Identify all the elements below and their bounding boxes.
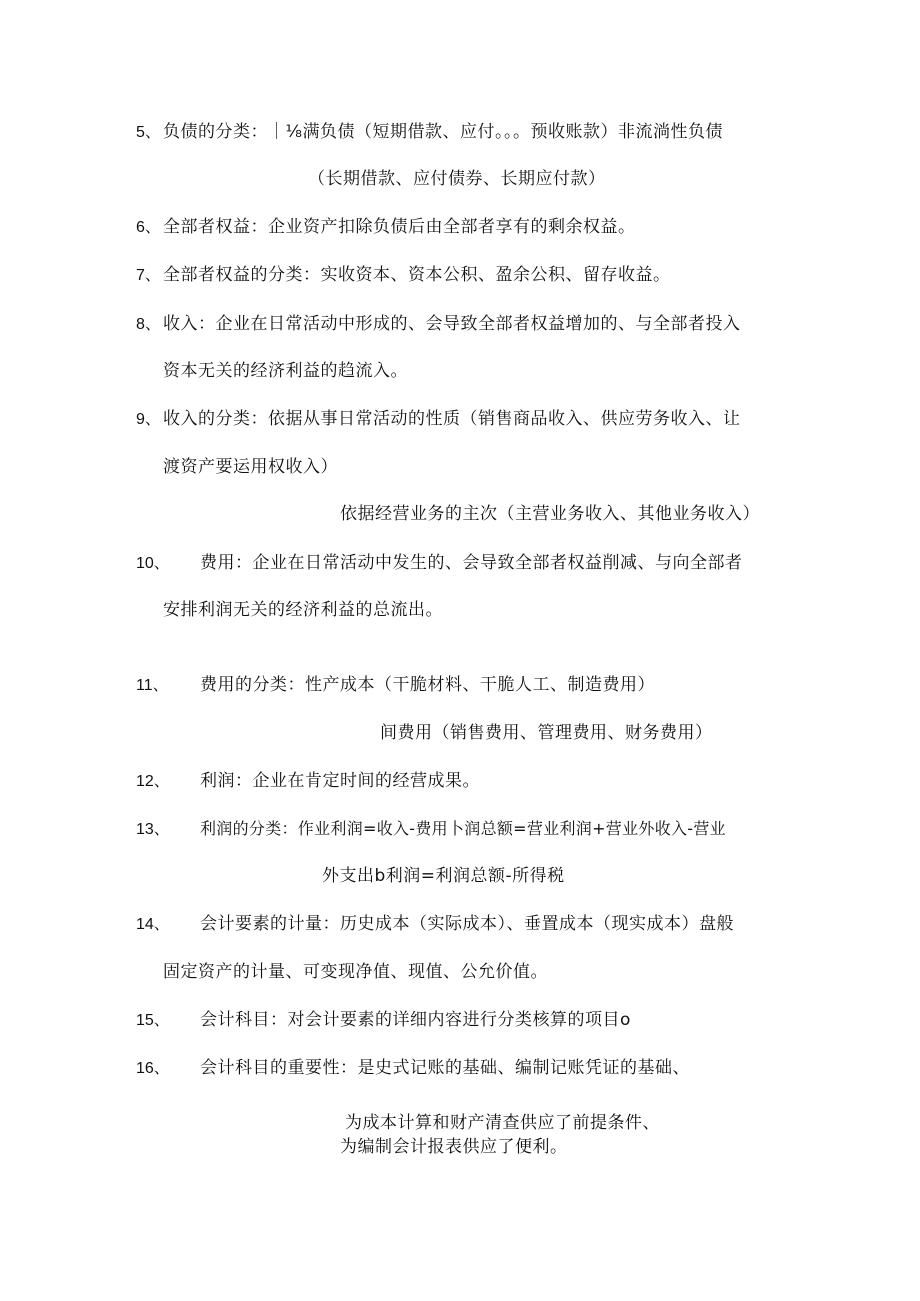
item-text-line: （长期借款、应付债券、长期应付款）: [308, 169, 606, 189]
item-text-line: 安排利润无关的经济利益的总流出。: [163, 600, 443, 620]
item-number: 12、: [136, 773, 170, 790]
item-text-line: 全部者权益：企业资产扣除负债后由全部者享有的剩余权益。: [163, 217, 636, 237]
item-number: 15、: [136, 1012, 170, 1029]
item-text-line: 渡资产要运用权收入）: [163, 457, 338, 477]
item-text-line: 资本无关的经济利益的趋流入。: [163, 361, 408, 381]
item-text-line: 依据经营业务的主次（主营业务收入、其他业务收入）: [340, 504, 760, 524]
item-text-line: 利润的分类：作业利润=收入-费用卜润总额=营业利润+营业外收入-营业: [200, 819, 726, 838]
item-number: 14、: [136, 916, 170, 933]
item-text-line: 收入的分类：依据从事日常活动的性质（销售商品收入、供应劳务收入、让: [163, 409, 741, 429]
item-text-line: 固定资产的计量、可变现净值、现值、公允价值。: [163, 962, 548, 982]
item-text-line: 为编制会计报表供应了便利。: [340, 1137, 568, 1157]
item-number: 5、: [136, 124, 161, 141]
item-number: 16、: [136, 1060, 170, 1077]
item-text-line: 会计科目的重要性：是史式记账的基础、编制记账凭证的基础、: [200, 1058, 690, 1078]
item-number: 6、: [136, 219, 161, 236]
item-text-line: 会计科目：对会计要素的详细内容进行分类核算的项目o: [200, 1010, 631, 1030]
item-text-line: 全部者权益的分类：实收资本、资本公积、盈余公积、留存收益。: [163, 265, 671, 285]
item-number: 13、: [136, 821, 170, 838]
item-number: 8、: [136, 316, 161, 333]
item-text-line: 会计要素的计量：历史成本（实际成本）、垂置成本（现实成本）盘般: [200, 914, 734, 934]
item-text-line: 利润：企业在肯定时间的经营成果。: [200, 771, 480, 791]
item-text-line: 间费用（销售费用、管理费用、财务费用）: [380, 723, 713, 743]
item-number: 7、: [136, 267, 161, 284]
item-text-line: 收入：企业在日常活动中形成的、会导致全部者权益增加的、与全部者投入: [163, 314, 741, 334]
item-text-line: 为成本计算和财产清查供应了前提条件、: [345, 1113, 660, 1133]
item-text-line: 负债的分类：｜⅛满负债（短期借款、应付。。。预收账款）非流淌性负债: [163, 122, 723, 142]
item-number: 10、: [136, 555, 170, 572]
item-text-line: 外支出b利润=利润总额-所得税: [322, 866, 565, 886]
item-number: 9、: [136, 411, 161, 428]
item-text-line: 费用的分类：性产成本（干脆材料、干脆人工、制造费用）: [200, 675, 655, 695]
item-number: 11、: [136, 677, 169, 694]
item-text-line: 费用：企业在日常活动中发生的、会导致全部者权益削减、与向全部者: [200, 553, 743, 573]
